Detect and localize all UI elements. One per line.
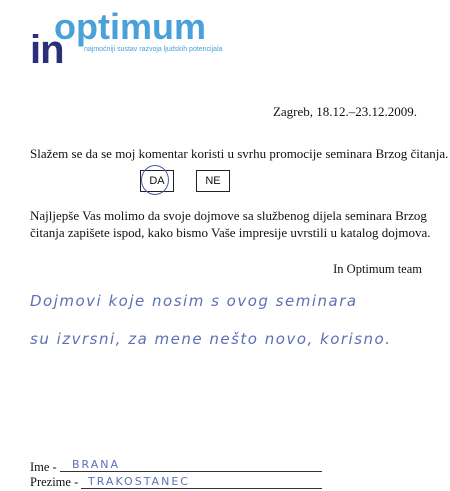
first-name-line: [60, 471, 322, 472]
team-signature: In Optimum team: [333, 262, 422, 276]
last-name-field[interactable]: TRAKOSTANEC: [88, 475, 190, 488]
optimum-logo: [30, 8, 240, 70]
logo-prefix: in: [30, 28, 64, 72]
first-name-label: Ime -: [30, 460, 57, 474]
consent-text: Slažem se da se moj komentar koristi u svrhu promocije seminara Brzog čitanja.: [30, 146, 449, 161]
selection-circle-mark: [141, 165, 169, 195]
yes-checkbox[interactable]: DA: [140, 170, 174, 192]
comment-line-1: Dojmovi koje nosim s ovog seminara: [30, 292, 358, 310]
logo-tagline: najmoćniji sustav razvoja ljudskih potencijala: [84, 46, 223, 53]
first-name-field[interactable]: BRANA: [72, 458, 121, 471]
instruction-text: Najljepše Vas molimo da svoje dojmove sa službenog dijela seminara Brzog čitanja zapišete ispod, kako bismo Vaše impresije uvrstili u katalog dojmova.: [30, 208, 431, 240]
logo-wordmark: optimum: [54, 6, 206, 47]
no-checkbox[interactable]: NE: [196, 170, 230, 192]
date-line: Zagreb, 18.12.–23.12.2009.: [272, 104, 417, 119]
last-name-label: Prezime -: [30, 475, 79, 489]
comment-line-2: su izvrsni, za mene nešto novo, korisno.: [30, 330, 392, 348]
last-name-line: [81, 488, 322, 489]
